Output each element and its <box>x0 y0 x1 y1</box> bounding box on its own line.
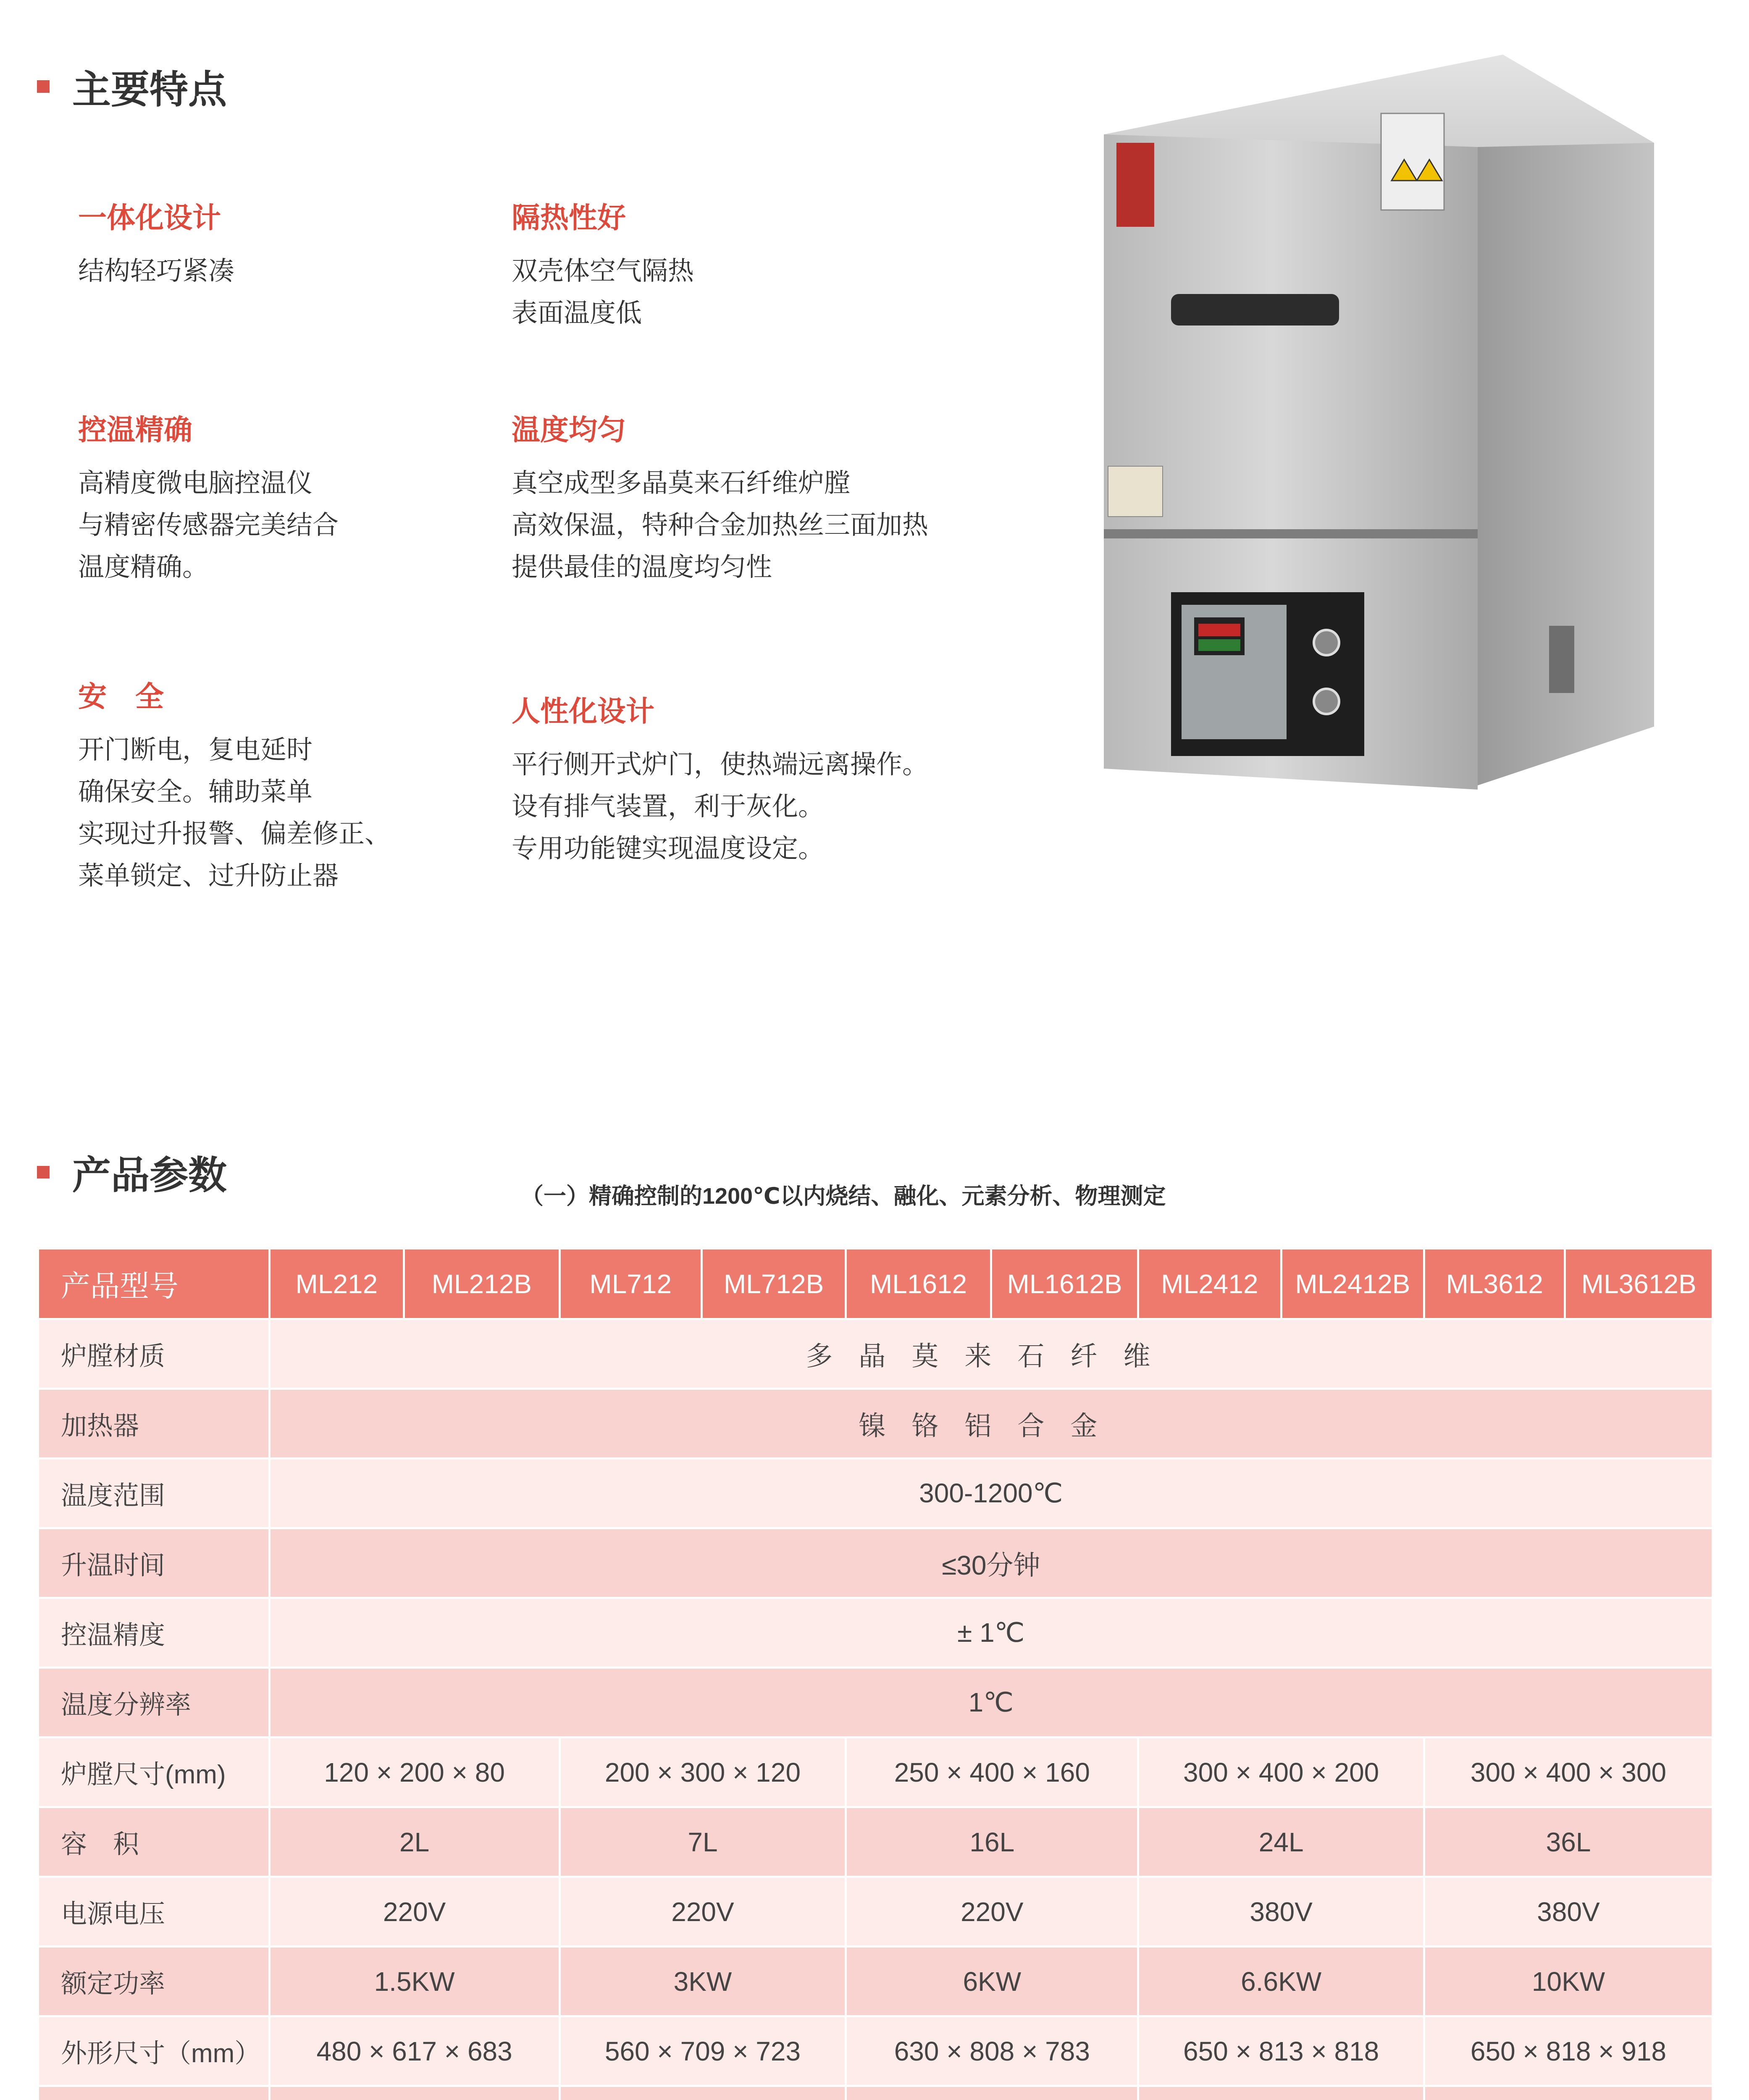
cell-value: 200 × 300 × 120 <box>559 1738 846 1807</box>
feature-temp-control <box>78 407 339 588</box>
cell-value <box>1424 2086 1713 2100</box>
cell-value: 380V <box>1424 1877 1713 1947</box>
row-label: 炉膛尺寸(mm) <box>38 1738 270 1807</box>
table-subtitle: （一）精确控制的1200℃以内烧结、融化、元素分析、物理测定 <box>521 1184 1166 1209</box>
feature-line: 与精密传感器完美结合 <box>78 511 339 540</box>
cell-value: 220V <box>846 1877 1138 1947</box>
model-ml1612b: ML1612B <box>991 1249 1138 1319</box>
feature-title: 控温精确 <box>78 414 193 446</box>
cell-value: 380V <box>1138 1877 1424 1947</box>
cell-value: 480 × 617 × 683 <box>269 2016 559 2086</box>
cell-value: 10KW <box>1424 1947 1713 2016</box>
table-row <box>38 1738 1713 1807</box>
feature-safety <box>78 674 391 897</box>
model-ml2412b: ML2412B <box>1281 1249 1424 1319</box>
feature-line: 平行侧开式炉门，使热端远离操作。 <box>512 750 929 779</box>
table-row <box>38 2016 1713 2086</box>
table-row <box>38 2086 1713 2100</box>
feature-title: 安 全 <box>78 681 164 713</box>
table-row <box>38 1598 1713 1668</box>
table-row <box>38 1807 1713 1877</box>
cell-value: 250 × 400 × 160 <box>846 1738 1138 1807</box>
row-label: 加热器 <box>38 1389 270 1459</box>
cell-value: 镍铬铝合金 <box>269 1389 1712 1459</box>
table-row <box>38 1459 1713 1528</box>
feature-line: 专用功能键实现温度设定。 <box>512 834 825 863</box>
cell-value: 300 × 400 × 200 <box>1138 1738 1424 1807</box>
cell-value <box>269 2086 559 2100</box>
section-title-features <box>37 59 227 114</box>
muffle-furnace-photo <box>1091 46 1654 836</box>
bullet-square-icon <box>37 80 50 93</box>
cell-value: 560 × 709 × 723 <box>559 2016 846 2086</box>
feature-integrated-design <box>78 195 234 292</box>
model-ml712: ML712 <box>559 1249 701 1319</box>
table-row <box>38 1528 1713 1598</box>
cell-value: 220V <box>269 1877 559 1947</box>
cell-value: 1.5KW <box>269 1947 559 2016</box>
header-label: 产品型号 <box>38 1249 270 1319</box>
cell-value <box>846 2086 1138 2100</box>
feature-line: 真空成型多晶莫来石纤维炉膛 <box>512 469 851 498</box>
cell-value: 24L <box>1138 1807 1424 1877</box>
cell-value <box>559 2086 846 2100</box>
feature-line: 双壳体空气隔热 <box>512 257 694 286</box>
cell-value <box>1138 2086 1424 2100</box>
cell-value: 2L <box>269 1807 559 1877</box>
cell-value: 36L <box>1424 1807 1713 1877</box>
feature-title: 人性化设计 <box>512 696 655 727</box>
feature-line: 表面温度低 <box>512 299 642 328</box>
feature-human-design <box>512 689 928 870</box>
feature-line: 开门断电，复电延时 <box>78 735 313 764</box>
feature-line: 温度精确。 <box>78 553 209 582</box>
feature-line: 高效保温，特种合金加热丝三面加热 <box>512 511 929 540</box>
feature-insulation <box>512 195 694 334</box>
table-row <box>38 1319 1713 1389</box>
row-label: 额定功率 <box>38 1947 270 2016</box>
cell-value: ≤30分钟 <box>269 1528 1712 1598</box>
row-label: 电源电压 <box>38 1877 270 1947</box>
model-ml3612b: ML3612B <box>1565 1249 1713 1319</box>
model-ml212: ML212 <box>269 1249 404 1319</box>
feature-line: 提供最佳的温度均匀性 <box>512 553 772 582</box>
feature-title: 一体化设计 <box>78 202 221 234</box>
section-title-text: 产品参数 <box>72 1154 227 1197</box>
cell-value: 220V <box>559 1877 846 1947</box>
row-label: 炉膛材质 <box>38 1319 270 1389</box>
feature-line: 菜单锁定、过升防止器 <box>78 861 339 890</box>
feature-line: 设有排气装置，利于灰化。 <box>512 792 825 821</box>
cell-value: 650 × 818 × 918 <box>1424 2016 1713 2086</box>
cell-value: 3KW <box>559 1947 846 2016</box>
spec-table <box>37 1247 1714 2100</box>
cell-value: 300-1200℃ <box>269 1459 1712 1528</box>
cell-value: 7L <box>559 1807 846 1877</box>
cell-value: 1℃ <box>269 1668 1712 1738</box>
cell-value: 650 × 813 × 818 <box>1138 2016 1424 2086</box>
cell-value: 6KW <box>846 1947 1138 2016</box>
row-label: 温度范围 <box>38 1459 270 1528</box>
table-header-row <box>38 1249 1713 1319</box>
model-ml3612: ML3612 <box>1424 1249 1565 1319</box>
row-label: 升温时间 <box>38 1528 270 1598</box>
row-label: 控温精度 <box>38 1598 270 1668</box>
section-title-text: 主要特点 <box>72 68 227 111</box>
model-ml712b: ML712B <box>701 1249 846 1319</box>
model-ml1612: ML1612 <box>846 1249 991 1319</box>
table-row <box>38 1877 1713 1947</box>
cell-value: ± 1℃ <box>269 1598 1712 1668</box>
model-ml2412: ML2412 <box>1138 1249 1281 1319</box>
row-label: 外形尺寸（mm） <box>38 2016 270 2086</box>
cell-value: 120 × 200 × 80 <box>269 1738 559 1807</box>
cell-value: 多晶莫来石纤维 <box>269 1319 1712 1389</box>
cell-value: 16L <box>846 1807 1138 1877</box>
table-row <box>38 1389 1713 1459</box>
feature-line: 确保安全。辅助菜单 <box>78 777 313 806</box>
row-label: 容 积 <box>38 1807 270 1877</box>
model-ml212b: ML212B <box>404 1249 559 1319</box>
row-label: 温度分辨率 <box>38 1668 270 1738</box>
bullet-square-icon <box>37 1166 50 1179</box>
feature-title: 温度均匀 <box>512 414 626 446</box>
table-row <box>38 1947 1713 2016</box>
feature-title: 隔热性好 <box>512 202 626 234</box>
feature-temp-uniform <box>512 407 928 588</box>
table-row <box>38 1668 1713 1738</box>
row-label <box>38 2086 270 2100</box>
feature-line: 结构轻巧紧凑 <box>78 257 235 286</box>
feature-line: 实现过升报警、偏差修正、 <box>78 819 391 848</box>
cell-value: 300 × 400 × 300 <box>1424 1738 1713 1807</box>
feature-line: 高精度微电脑控温仪 <box>78 469 313 498</box>
cell-value: 6.6KW <box>1138 1947 1424 2016</box>
section-title-params <box>37 1144 227 1200</box>
cell-value: 630 × 808 × 783 <box>846 2016 1138 2086</box>
